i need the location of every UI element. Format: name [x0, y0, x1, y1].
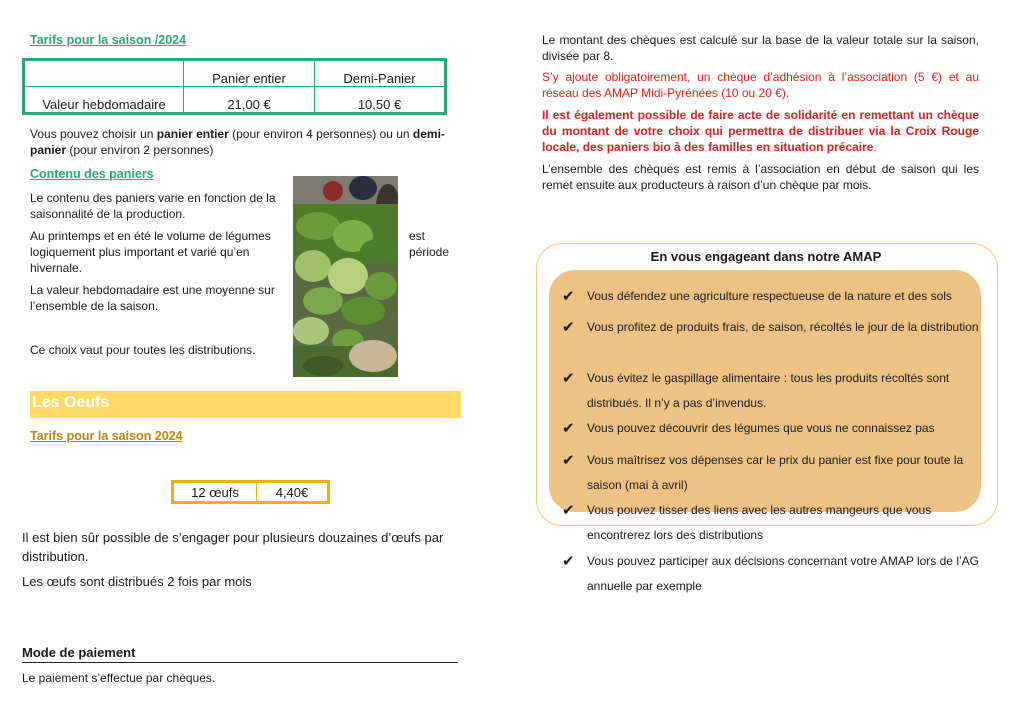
contenu-p1: Le contenu des paniers varie en fonction de la saisonnalité de la production. — [30, 191, 276, 221]
right-p1: Le montant des chèques est calculé sur la base de la valeur totale sur la saison, divisée par 8. — [542, 33, 979, 63]
contenu-p2: Au printemps et en été le volume de légumes logiquement plus important et varié qu’en hivernale. — [30, 229, 271, 275]
list-item: ✔ Vous pouvez tisser des liens avec les autres mangeurs que vous encontrerez lors des distributions — [562, 498, 982, 548]
table-row-label: Valeur hebdomadaire — [24, 87, 184, 114]
oeufs-p2: Les œufs sont distribués 2 fois par mois — [22, 574, 252, 589]
eggs-quantity: 12 œufs — [173, 482, 257, 503]
table-value-panier-entier: 21,00 € — [184, 87, 315, 114]
check-icon: ✔ — [562, 319, 575, 336]
oeufs-p1: Il est bien sûr possible de s’engager pour plusieurs douzaines d’œufs par distribution. — [22, 530, 444, 564]
check-icon: ✔ — [562, 452, 575, 469]
eggs-table — [171, 480, 330, 504]
check-icon: ✔ — [562, 288, 575, 305]
table-header-empty — [24, 60, 184, 87]
mode-paiement-title: Mode de paiement — [22, 645, 136, 660]
list-item: ✔ Vous maîtrisez vos dépenses car le prix du panier est fixe pour toute la saison (mai à avril) — [562, 448, 982, 498]
intro-paragraph: Vous pouvez choisir un panier entier (pour environ 4 personnes) ou un demi-panier (pour environ 2 personnes) — [30, 127, 445, 157]
list-item: ✔ Vous pouvez découvrir des légumes que vous ne connaissez pas — [562, 416, 982, 441]
tarifs-title: Tarifs pour la saison /2024 — [30, 33, 187, 47]
contenu-p2-periode: période — [409, 245, 450, 259]
table-value-demi-panier: 10,50 € — [315, 87, 446, 114]
right-p4: L’ensemble des chèques est remis à l’association en début de saison qui les remet ensuite aux producteurs à raison d’un chèque par mois. — [542, 162, 979, 192]
right-p3: Il est également possible de faire acte de solidarité en remettant un chèque du montant de votre choix qui permettra de distribuer via la Croix Rouge locale, des paniers bio à des familles en situation précaire. — [542, 108, 979, 154]
list-item: ✔ Vous défendez une agriculture respectueuse de la nature et des sols — [562, 284, 982, 309]
contenu-p3: La valeur hebdomadaire est une moyenne sur l’ensemble de la saison. — [30, 283, 275, 313]
check-icon: ✔ — [562, 553, 575, 570]
amap-title: En vous engageant dans notre AMAP — [650, 249, 882, 264]
check-icon: ✔ — [562, 420, 575, 437]
vegetable-photo — [293, 176, 398, 377]
divider — [22, 662, 458, 663]
table-header-panier-entier: Panier entier — [184, 60, 315, 87]
contenu-title: Contenu des paniers — [30, 167, 154, 181]
oeufs-tarifs-title: Tarifs pour la saison 2024 — [30, 429, 183, 443]
table-header-demi-panier: Demi-Panier — [315, 60, 446, 87]
list-item: ✔ Vous profitez de produits frais, de saison, récoltés le jour de la distribution — [562, 315, 982, 365]
eggs-price: 4,40€ — [257, 482, 329, 503]
tarifs-table — [22, 58, 447, 115]
list-item: ✔ Vous pouvez participer aux décisions concernant votre AMAP lors de l’AG annuelle par exemple — [562, 549, 982, 599]
mode-paiement-text: Le paiement s’effectue par chèques. — [22, 671, 216, 685]
right-p2: S’y ajoute obligatoirement, un chèque d’adhésion à l’association (5 €) et au réseau des AMAP Midi-Pyrénées (10 ou 20 €). — [542, 70, 979, 100]
contenu-p2-est: est — [409, 229, 426, 243]
oeufs-banner — [30, 391, 461, 418]
oeufs-banner-text: Les Oeufs — [32, 394, 110, 411]
contenu-p4: Ce choix vaut pour toutes les distributions. — [30, 343, 256, 357]
check-icon: ✔ — [562, 502, 575, 519]
list-item: ✔ Vous évitez le gaspillage alimentaire : tous les produits récoltés sont distribués. Il n’y a pas d’invendus. — [562, 366, 982, 416]
check-icon: ✔ — [562, 370, 575, 387]
